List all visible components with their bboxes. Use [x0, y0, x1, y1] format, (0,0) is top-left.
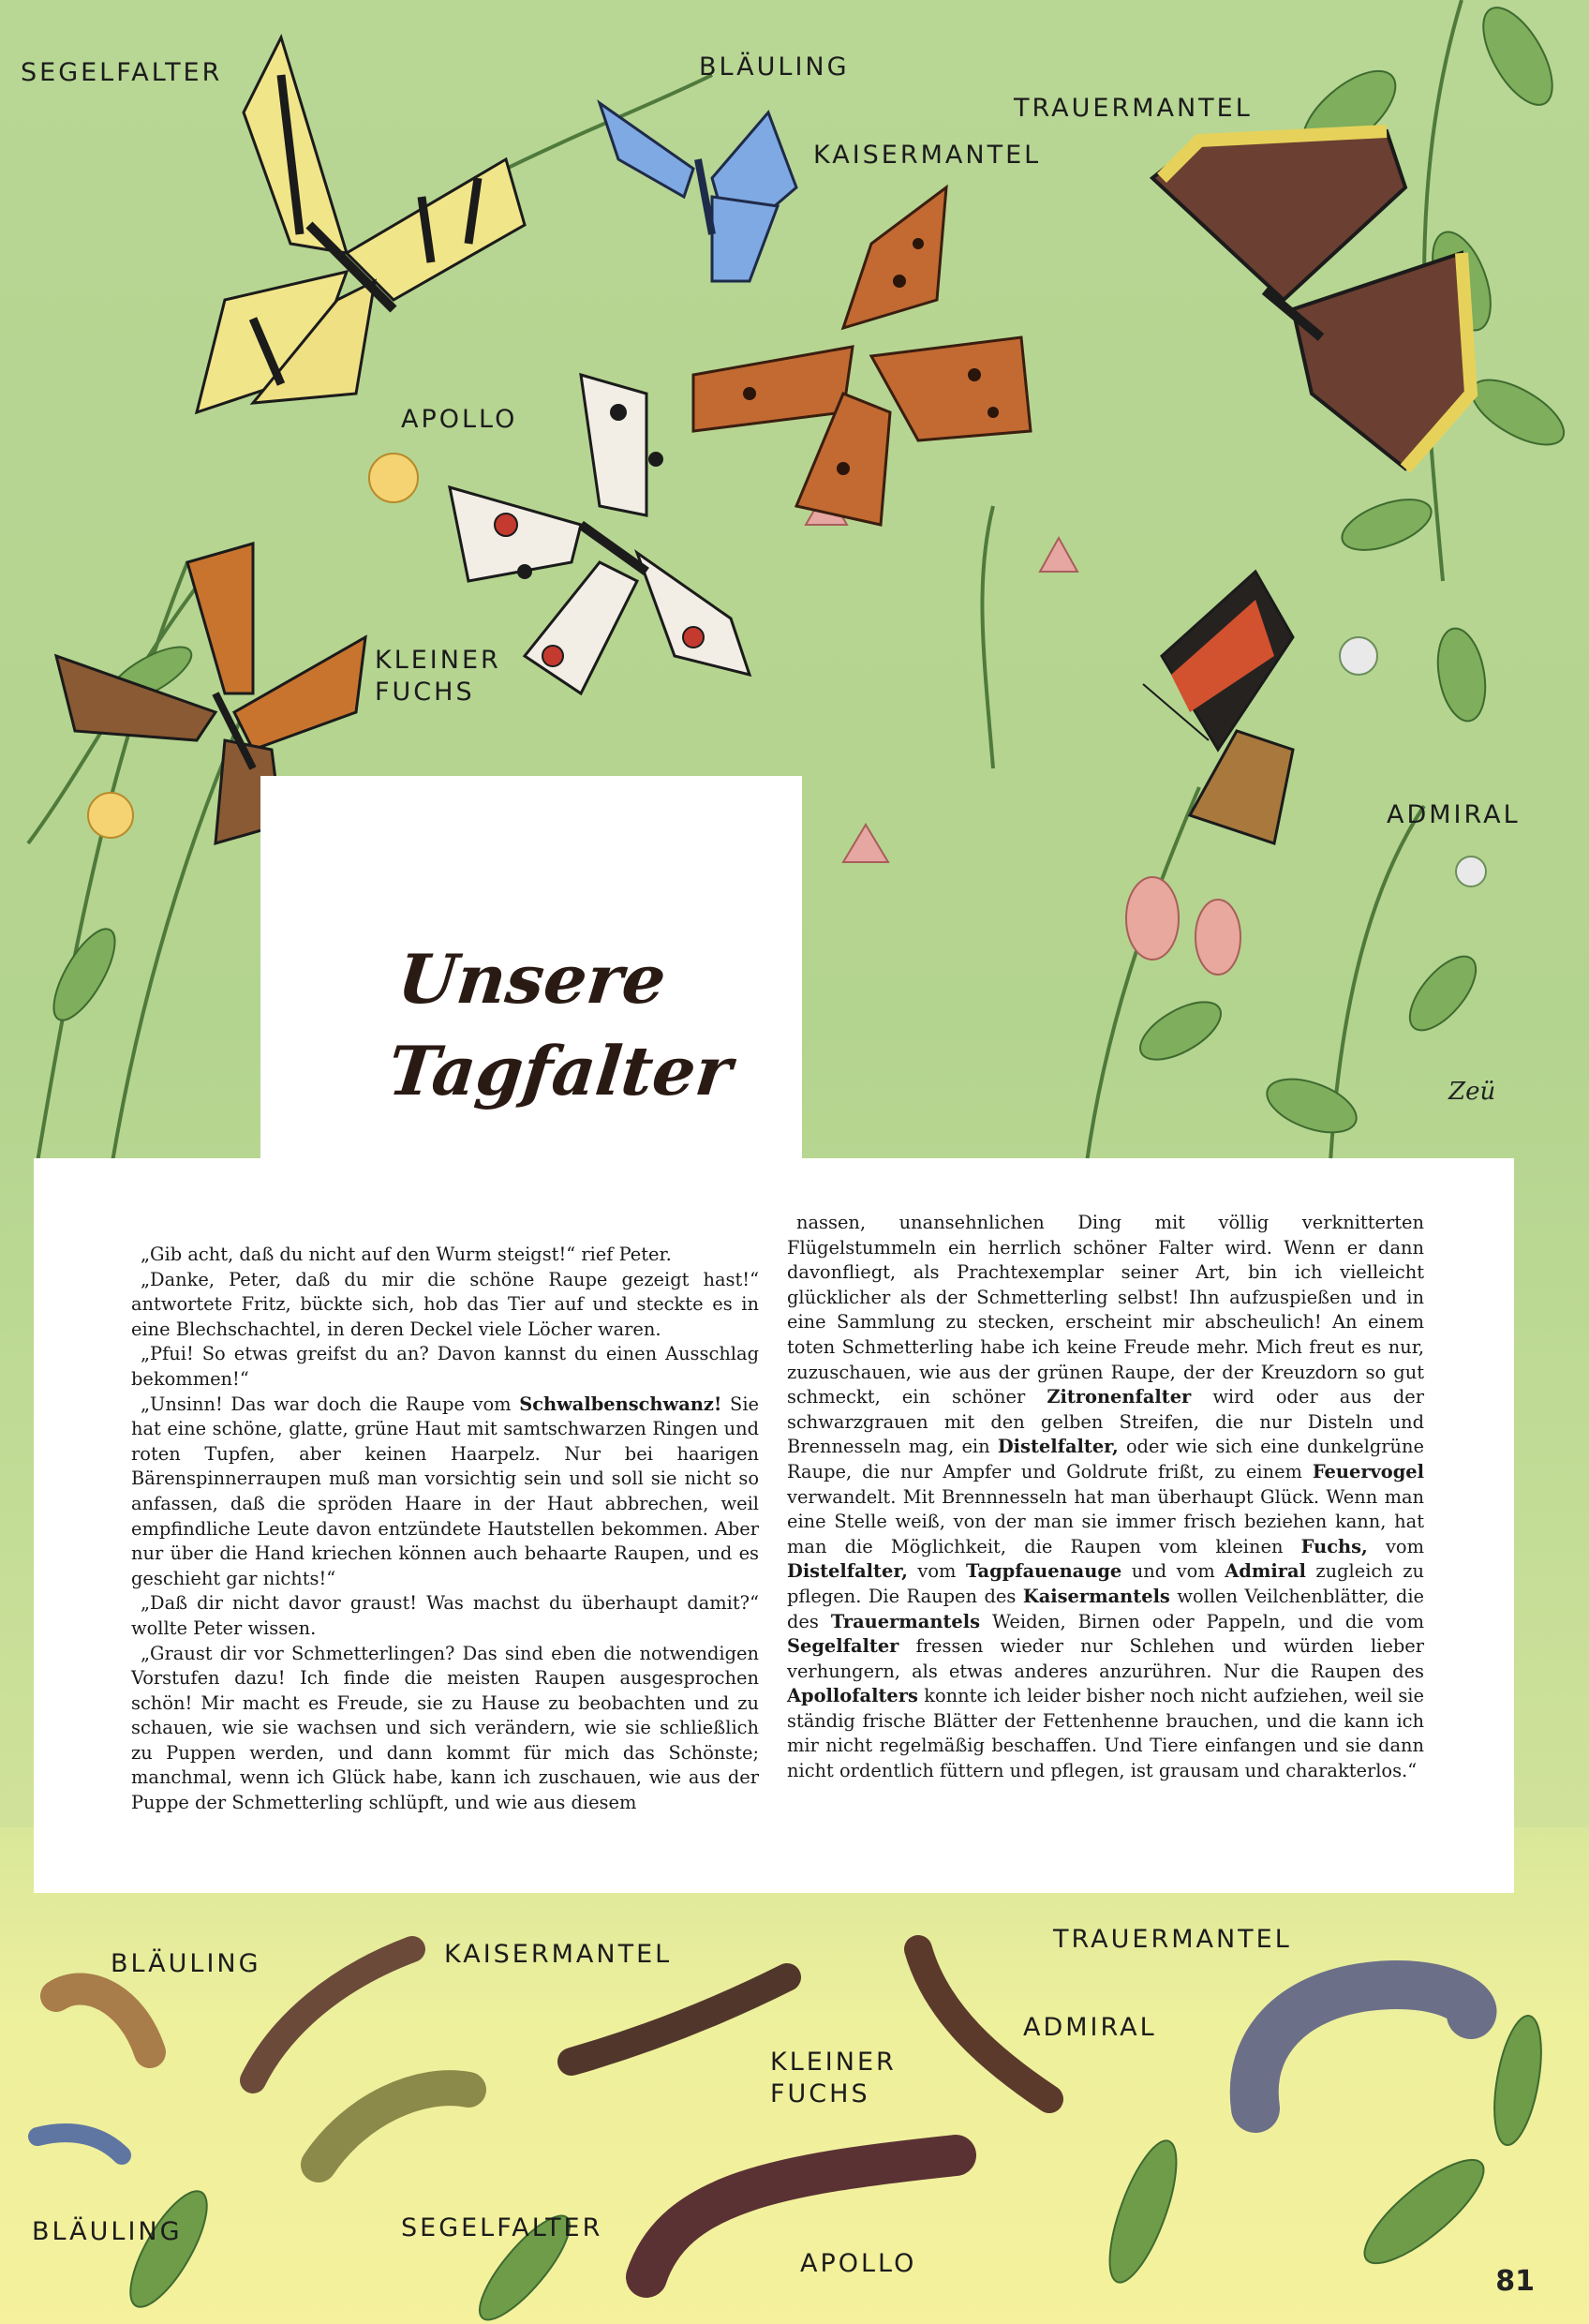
- butterfly-blaeuling: [600, 103, 796, 281]
- label-caterpillar-blaeuling-small: BLÄULING: [32, 2217, 183, 2246]
- article-paragraph: „Pfui! So etwas greifst du an? Davon kannst du einen Ausschlag bekommen!“: [131, 1343, 759, 1390]
- butterfly-admiral: [1143, 572, 1293, 843]
- label-caterpillar-admiral: ADMIRAL: [1023, 2013, 1157, 2042]
- label-segelfalter: SEGELFALTER: [21, 58, 223, 87]
- butterfly-segelfalter: [197, 37, 525, 412]
- label-caterpillar-trauermantel: TRAUERMANTEL: [1053, 1925, 1292, 1954]
- label-caterpillar-apollo: APOLLO: [800, 2249, 917, 2278]
- label-apollo: APOLLO: [401, 405, 518, 434]
- label-caterpillar-blaeuling: BLÄULING: [111, 1949, 261, 1978]
- article-paragraph: „Danke, Peter, daß du mir die schöne Raupe gezeigt hast!“ antwortete Fritz, bückte sich, hob das Tier auf und steckte es in eine Blechschachtel, in deren Deckel viele Löcher waren.: [131, 1268, 759, 1340]
- label-kleiner-fuchs: KLEINER FUCHS: [375, 646, 501, 707]
- page-title: Unsere Tagfalter: [384, 939, 736, 1110]
- label-trauermantel: TRAUERMANTEL: [1014, 94, 1253, 123]
- label-caterpillar-segelfalter: SEGELFALTER: [401, 2213, 603, 2242]
- artist-signature: Zeü: [1448, 1078, 1496, 1106]
- page-number: 81: [1495, 2265, 1535, 2298]
- article-column-right: [787, 1211, 1424, 1784]
- label-caterpillar-kaisermantel: KAISERMANTEL: [444, 1940, 673, 1969]
- label-caterpillar-kleiner-fuchs: KLEINER FUCHS: [770, 2048, 897, 2108]
- article-column-left: [131, 1243, 759, 1816]
- article-paragraph: nassen, unansehnlichen Ding mit völlig verknitterten Flügelstummeln ein herrlich schöner Falter wird. Wenn er dann davonfliegt, als Prachtexemplar seiner Art, bin ich vielleicht glücklicher als der Schmetterling selbst! Ihn aufzuspießen und in eine Sammlung zu stecken, erscheint mir abscheulich! An einem toten Schmetterling habe ich keine Freude mehr. Mich freut es nur, zuzuschauen, wie aus der grünen Raupe, der der Kreuzdorn so gut schmeckt, ein schöner Zitronenfalter wird oder aus der schwarzgrauen mit den gelben Streifen, die nur Disteln und Brennesseln mag, ein Distelfalter, oder wie sich eine dunkelgrüne Raupe, die nur Ampfer und Goldrute frißt, zu einem Feuervogel verwandelt. Mit Brennnesseln hat man überhaupt Glück. Wenn man eine Stelle weiß, von der man sie immer frisch beziehen kann, hat man die Möglichkeit, die Raupen vom kleinen Fuchs, vom Distelfalter, vom Tagpfauenauge und vom Admiral zugleich zu pflegen. Die Raupen des Kaisermantels wollen Veilchenblätter, die des Trauermantels Weiden, Birnen oder Pappeln, und die vom Segelfalter fressen wieder nur Schlehen und würden lieber verhungern, als etwas anderes anzurühren. Nur die Raupen des Apollofalters konnte ich leider bisher noch nicht aufziehen, weil sie ständig frische Blätter der Fettenhenne brauchen, und die kann ich mir nicht regelmäßig beschaffen. Und Tiere einfangen und sie dann nicht ordentlich füttern und pflegen, ist grausam und charakterlos.“: [787, 1212, 1425, 1782]
- article-paragraph: „Unsinn! Das war doch die Raupe vom Schwalbenschwanz! Sie hat eine schöne, glatte, grüne Haut mit samtschwarzen Ringen und roten Tupfen, aber keinen Haarpelz. Nur bei haarigen Bärenspinnerraupen muß man vorsichtig sein und soll sie nicht so anfassen, daß die spröden Haare in der Haut abbrechen, weil empfindliche Leute davon entzündete Hautstellen bekommen. Aber nur über die Hand kriechen können auch behaarte Raupen, und es geschieht gar nichts!“: [131, 1393, 760, 1589]
- butterfly-trauermantel: [1152, 131, 1471, 469]
- caterpillars: [37, 1949, 1473, 2277]
- label-kaisermantel: KAISERMANTEL: [813, 141, 1042, 170]
- label-admiral: ADMIRAL: [1387, 800, 1521, 829]
- article-paragraph: „Graust dir vor Schmetterlingen? Das sind eben die notwendigen Vorstufen dazu! Ich finde die meisten Raupen ausgesprochen schön! Mir macht es Freude, sie zu Hause zu beobachten und zu schauen, wie sie wachsen und sich verändern, wie sie schließlich zu Puppen werden, und dann kommt für mich das Schönste; manchmal, wenn ich Glück habe, kann ich zuschauen, wie aus der Puppe der Schmetterling schlüpft, und wie aus diesem: [131, 1642, 759, 1814]
- label-blaeuling: BLÄULING: [699, 52, 850, 82]
- article-paragraph: „Gib acht, daß du nicht auf den Wurm steigst!“ rief Peter.: [141, 1244, 672, 1265]
- article-paragraph: „Daß dir nicht davor graust! Was machst du überhaupt damit?“ wollte Peter wissen.: [131, 1592, 759, 1639]
